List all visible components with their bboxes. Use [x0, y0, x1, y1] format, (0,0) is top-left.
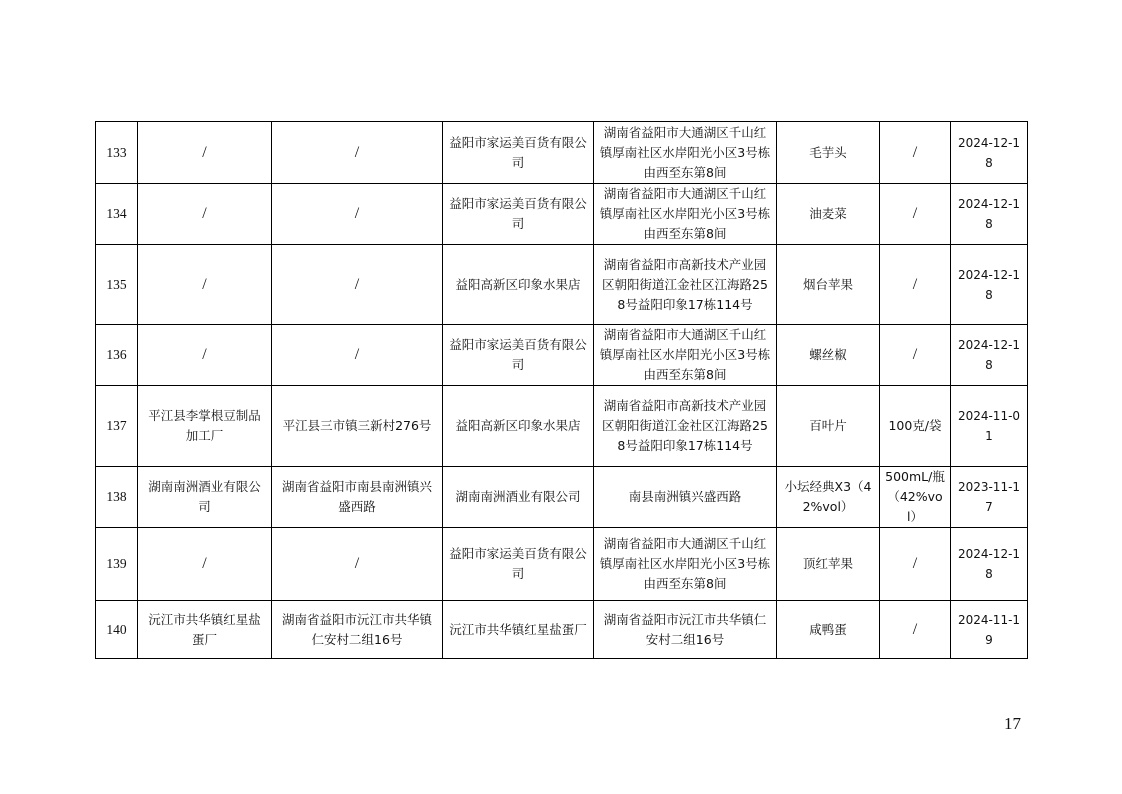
table-row	[96, 122, 1028, 184]
seller-address: 湖南省益阳市沅江市共华镇仁安村二组16号	[594, 601, 777, 659]
product-name: 咸鸭蛋	[777, 601, 880, 659]
product-spec: /	[880, 601, 951, 659]
row-number: 138	[96, 467, 138, 528]
producer-name: /	[138, 184, 272, 245]
table-row	[96, 528, 1028, 601]
row-number: 139	[96, 528, 138, 601]
producer-name: /	[138, 325, 272, 386]
row-number: 134	[96, 184, 138, 245]
production-date: 2024-12-18	[951, 122, 1028, 184]
producer-name: 湖南南洲酒业有限公司	[138, 467, 272, 528]
page-number: 17	[1004, 714, 1021, 733]
product-name: 毛芋头	[777, 122, 880, 184]
producer-name: 平江县李掌根豆制品加工厂	[138, 386, 272, 467]
seller-name: 益阳市家运美百货有限公司	[443, 325, 594, 386]
product-spec: /	[880, 325, 951, 386]
row-number: 136	[96, 325, 138, 386]
product-spec: /	[880, 122, 951, 184]
production-date: 2024-12-18	[951, 184, 1028, 245]
producer-address: 平江县三市镇三新村276号	[272, 386, 443, 467]
row-number: 133	[96, 122, 138, 184]
product-spec: /	[880, 528, 951, 601]
seller-address: 湖南省益阳市大通湖区千山红镇厚南社区水岸阳光小区3号栋由西至东第8间	[594, 184, 777, 245]
production-date: 2023-11-17	[951, 467, 1028, 528]
product-name: 油麦菜	[777, 184, 880, 245]
product-spec: 500mL/瓶（42%vol）	[880, 467, 951, 528]
product-name: 小坛经典X3（42%vol）	[777, 467, 880, 528]
seller-address: 湖南省益阳市高新技术产业园区朝阳街道江金社区江海路258号益阳印象17栋114号	[594, 245, 777, 325]
producer-address: /	[272, 122, 443, 184]
production-date: 2024-11-19	[951, 601, 1028, 659]
seller-address: 湖南省益阳市大通湖区千山红镇厚南社区水岸阳光小区3号栋由西至东第8间	[594, 122, 777, 184]
seller-address: 湖南省益阳市高新技术产业园区朝阳街道江金社区江海路258号益阳印象17栋114号	[594, 386, 777, 467]
table-row	[96, 325, 1028, 386]
seller-name: 益阳高新区印象水果店	[443, 245, 594, 325]
producer-address: /	[272, 245, 443, 325]
table-row	[96, 386, 1028, 467]
row-number: 137	[96, 386, 138, 467]
product-name: 百叶片	[777, 386, 880, 467]
row-number: 140	[96, 601, 138, 659]
producer-address: /	[272, 325, 443, 386]
table-row	[96, 184, 1028, 245]
producer-address: 湖南省益阳市沅江市共华镇仁安村二组16号	[272, 601, 443, 659]
product-name: 顶红苹果	[777, 528, 880, 601]
row-number: 135	[96, 245, 138, 325]
production-date: 2024-11-01	[951, 386, 1028, 467]
producer-address: /	[272, 184, 443, 245]
seller-address: 湖南省益阳市大通湖区千山红镇厚南社区水岸阳光小区3号栋由西至东第8间	[594, 325, 777, 386]
product-spec: 100克/袋	[880, 386, 951, 467]
production-date: 2024-12-18	[951, 245, 1028, 325]
seller-name: 沅江市共华镇红星盐蛋厂	[443, 601, 594, 659]
table-row	[96, 467, 1028, 528]
production-date: 2024-12-18	[951, 528, 1028, 601]
table-row	[96, 245, 1028, 325]
producer-name: /	[138, 528, 272, 601]
producer-name: /	[138, 245, 272, 325]
product-spec: /	[880, 184, 951, 245]
seller-name: 湖南南洲酒业有限公司	[443, 467, 594, 528]
inspection-table	[95, 121, 1028, 659]
producer-address: /	[272, 528, 443, 601]
seller-name: 益阳高新区印象水果店	[443, 386, 594, 467]
producer-name: 沅江市共华镇红星盐蛋厂	[138, 601, 272, 659]
product-name: 烟台苹果	[777, 245, 880, 325]
producer-address: 湖南省益阳市南县南洲镇兴盛西路	[272, 467, 443, 528]
seller-address: 湖南省益阳市大通湖区千山红镇厚南社区水岸阳光小区3号栋由西至东第8间	[594, 528, 777, 601]
seller-name: 益阳市家运美百货有限公司	[443, 528, 594, 601]
table-row	[96, 601, 1028, 659]
seller-address: 南县南洲镇兴盛西路	[594, 467, 777, 528]
producer-name: /	[138, 122, 272, 184]
seller-name: 益阳市家运美百货有限公司	[443, 184, 594, 245]
product-name: 螺丝椒	[777, 325, 880, 386]
product-spec: /	[880, 245, 951, 325]
seller-name: 益阳市家运美百货有限公司	[443, 122, 594, 184]
production-date: 2024-12-18	[951, 325, 1028, 386]
